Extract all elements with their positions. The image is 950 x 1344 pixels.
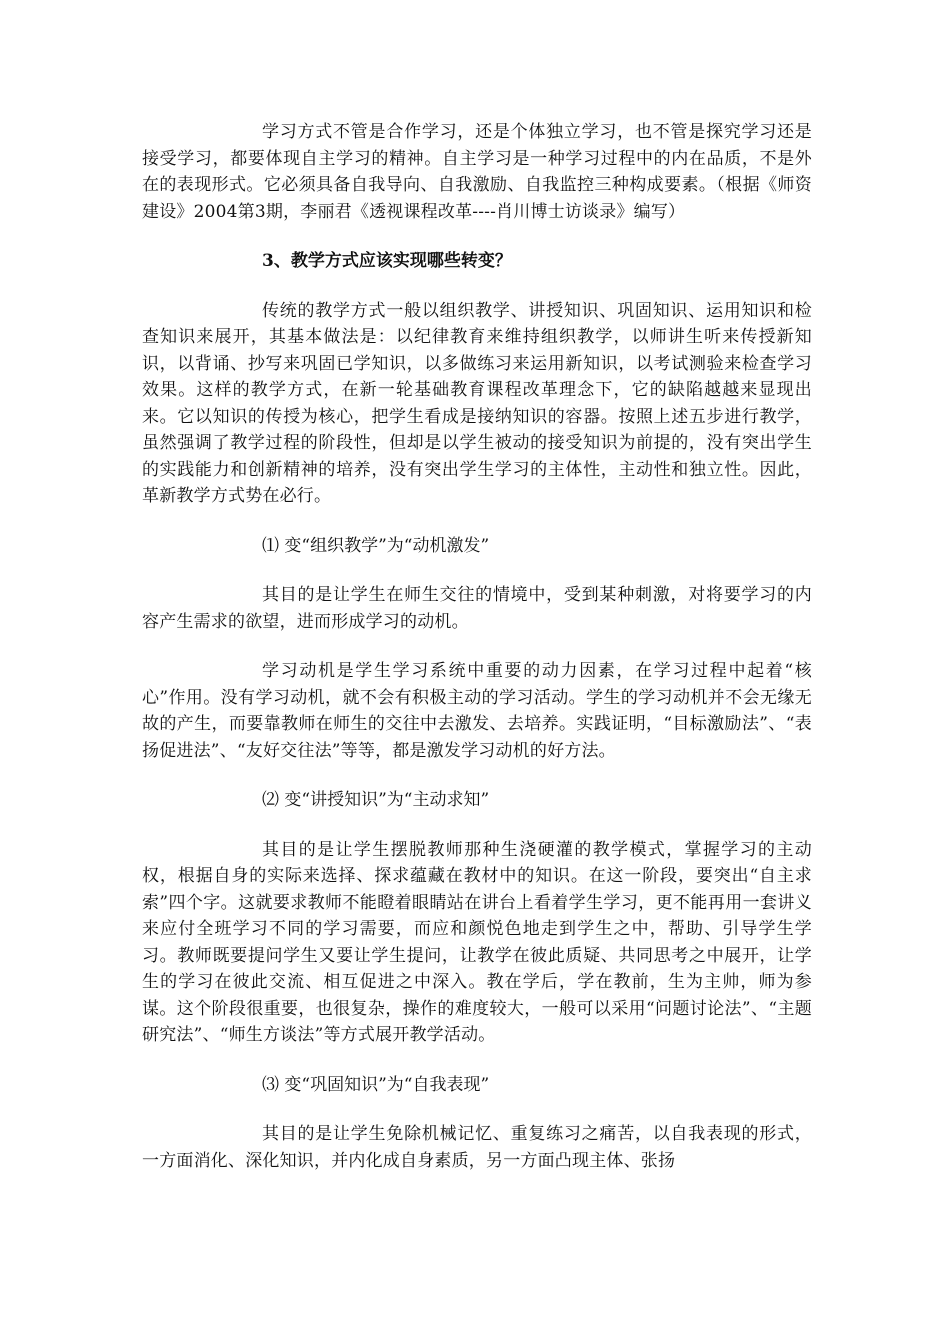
paragraph-motivation-goal: 其目的是让学生在师生交往的情境中，受到某种刺激，对将要学习的内容产生需求的欲望，进而形成学习的动机。 bbox=[142, 585, 812, 632]
section-heading-3: 3、教学方式应该实现哪些转变？ bbox=[262, 251, 512, 271]
subheading-2: ⑵ 变“讲授知识”为“主动求知” bbox=[262, 790, 490, 810]
subheading-1: ⑴ 变“组织教学”为“动机激发” bbox=[262, 535, 490, 556]
paragraph-self-expression: 其目的是让学生免除机械记忆、重复练习之痛苦，以自我表现的形式，一方面消化、深化知识，并内化成自身素质，另一方面凸现主体、张扬 bbox=[142, 1124, 812, 1171]
subheading-3: ⑶ 变“巩固知识”为“自我表现” bbox=[262, 1074, 490, 1095]
paragraph-active-learning: 其目的是让学生摆脱教师那种生浇硬灌的教学模式，掌握学习的主动权，根据自身的实际来选择、探求蕴藏在教材中的知识。在这一阶段，要突出“自主求索”四个字。这就要求教师不能瞪着眼睛站在讲台上看着学生学习，更不能再用一套讲义来应付全班学习不同的学习需要，而应和颜悦色地走到学生之中，帮助、引导学生学习。教师既要提问学生又要让学生提问，让教学在彼此质疑、共同思考之中展开，让学生的学习在彼此交流、相互促进之中深入。教在学后，学在教前，生为主帅，师为参谋。这个阶段很重要，也很复杂，操作的难度较大，一般可以采用“问题讨论法”、“主题研究法”、“师生方谈法”等方式展开教学活动。 bbox=[142, 839, 812, 1045]
paragraph-learning-motivation: 学习动机是学生学习系统中重要的动力因素，在学习过程中起着“核心”作用。没有学习动机，就不会有积极主动的学习活动。学生的学习动机并不会无缘无故的产生，而要靠教师在师生的交往中去激发、去培养。实践证明，“目标激励法”、“表扬促进法”、“友好交往法”等等，都是激发学习动机的好方法。 bbox=[142, 661, 812, 761]
paragraph-traditional-teaching: 传统的教学方式一般以组织教学、讲授知识、巩固知识、运用知识和检查知识来展开，其基本做法是：以纪律教育来维持组织教学，以师讲生听来传授新知识，以背诵、抄写来巩固已学知识，以多做练习来运用新知识，以考试测验来检查学习效果。这样的教学方式，在新一轮基础教育课程改革理念下，它的缺陷越越来显现出来。它以知识的传授为核心，把学生看成是接纳知识的容器。按照上述五步进行教学，虽然强调了教学过程的阶段性，但却是以学生被动的接受知识为前提的，没有突出学生的实践能力和创新精神的培养，没有突出学生学习的主体性，主动性和独立性。因此，革新教学方式势在必行。 bbox=[142, 300, 812, 506]
document-body bbox=[142, 119, 812, 1174]
paragraph-self-directed-learning: 学习方式不管是合作学习，还是个体独立学习，也不管是探究学习还是接受学习，都要体现自主学习的精神。自主学习是一种学习过程中的内在品质，不是外在的表现形式。它必须具备自我导向、自我激励、自我监控三种构成要素。（根据《师资建设》2004第3期，李丽君《透视课程改革----肖川博士访谈录》编写） bbox=[142, 122, 812, 222]
